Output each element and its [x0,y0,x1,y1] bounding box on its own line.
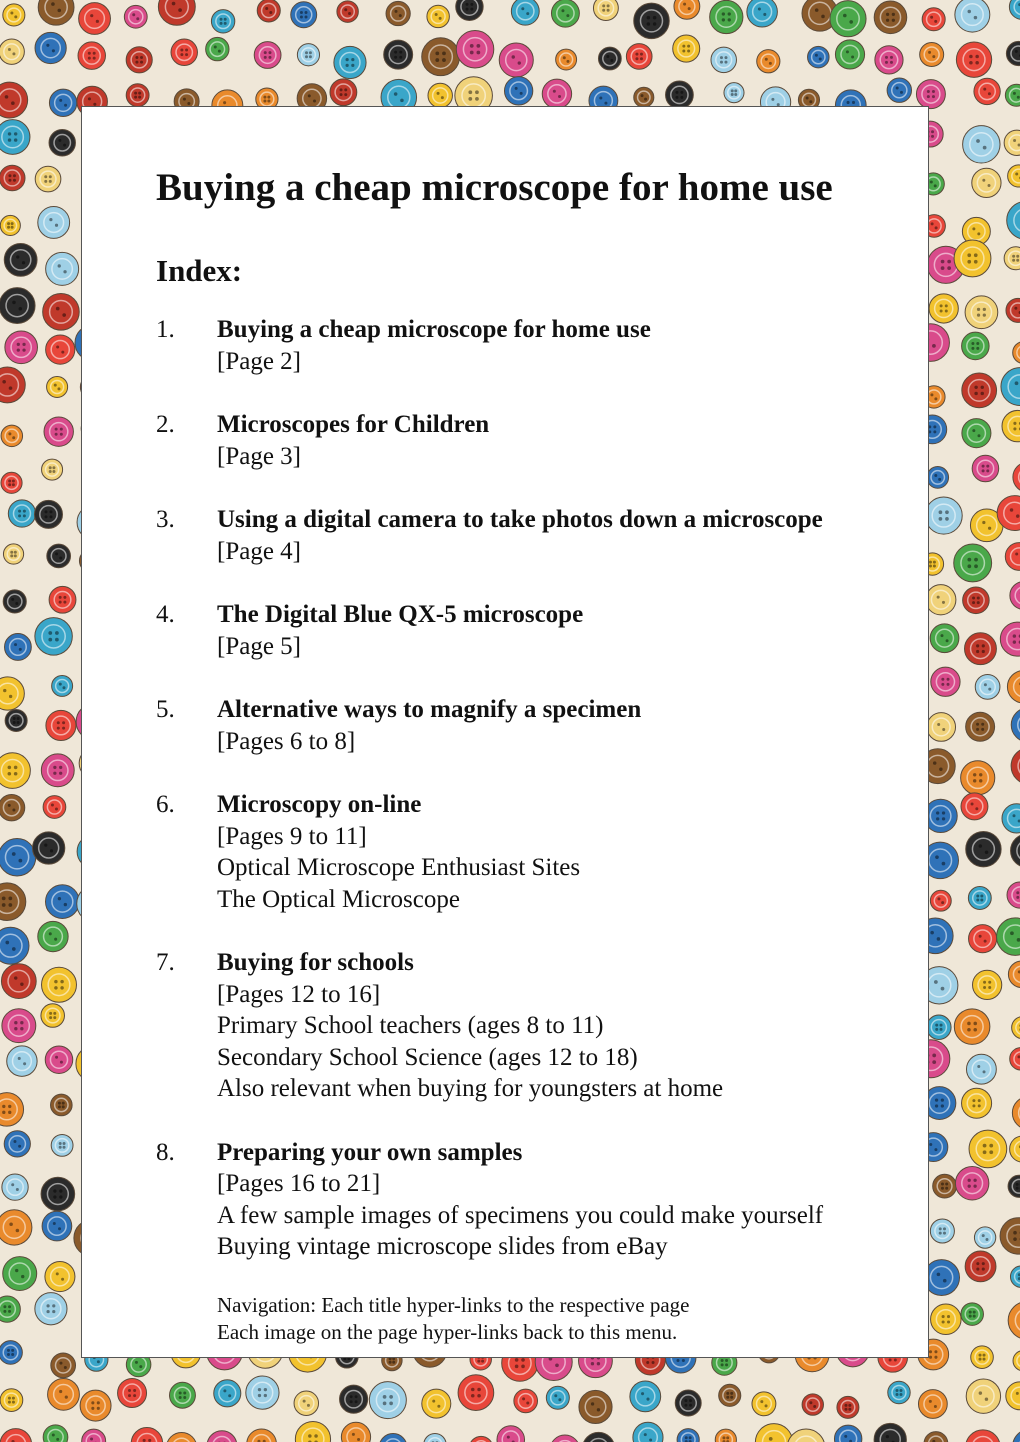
decorative-button-icon [962,332,990,360]
decorative-button-icon [634,87,654,107]
decorative-button-icon [724,83,744,103]
decorative-button-icon [1,472,22,493]
decorative-button-icon [41,1004,65,1028]
decorative-button-icon [5,331,38,364]
decorative-button-icon [0,82,28,118]
decorative-button-icon [43,1425,68,1442]
decorative-button-icon [206,37,229,60]
decorative-button-icon [1006,41,1020,65]
decorative-button-icon [830,1,866,37]
decorative-button-icon [48,1378,80,1410]
decorative-button-icon [930,624,959,653]
decorative-button-icon [384,40,413,69]
decorative-button-icon [1013,1429,1020,1442]
decorative-button-icon [930,890,951,911]
index-entry-2 [156,409,896,472]
decorative-button-icon [35,1293,67,1325]
entry-number: 3. [156,506,175,533]
decorative-button-icon [924,1432,948,1442]
decorative-button-icon [1005,543,1020,571]
decorative-button-icon [630,1381,661,1412]
decorative-button-icon [1004,130,1020,155]
decorative-button-icon [49,89,76,116]
decorative-button-icon [715,1429,736,1442]
entry-number: 8. [156,1138,175,1166]
entry-title-link[interactable]: Preparing your own samples [217,1138,523,1166]
decorative-button-icon [1008,1302,1020,1340]
decorative-button-icon [369,1382,406,1419]
navigation-note-line: Navigation: Each title hyper-links to the respective page [217,1293,690,1317]
decorative-button-icon [956,42,991,77]
decorative-button-icon [514,1389,538,1413]
decorative-button-icon [1011,748,1020,785]
decorative-button-icon [954,1009,990,1045]
decorative-button-icon [1008,1175,1020,1197]
decorative-button-icon [166,1432,196,1442]
entry-pages: [Pages 16 to 21] [217,1170,381,1197]
decorative-button-icon [927,467,949,489]
decorative-button-icon [7,1046,37,1076]
entry-number: 1. [156,316,175,343]
decorative-button-icon [974,78,1000,104]
decorative-button-icon [755,1424,792,1442]
decorative-button-icon [5,634,32,661]
entry-title-link[interactable]: Buying a cheap microscope for home use [217,316,651,343]
entry-subtopic: Also relevant when buying for youngsters at home [217,1075,724,1102]
document-page [81,106,929,1358]
decorative-button-icon [1004,247,1020,270]
decorative-button-icon [2,1174,28,1200]
decorative-button-icon [3,544,23,564]
decorative-button-icon [1009,0,1020,19]
decorative-button-icon [469,1436,493,1442]
decorative-button-icon [710,0,743,33]
decorative-button-icon [4,243,37,276]
decorative-button-icon [711,47,736,72]
decorative-button-icon [1010,1136,1020,1162]
decorative-button-icon [337,1,358,22]
decorative-button-icon [247,1429,277,1442]
index-heading: Index: [156,253,243,288]
decorative-button-icon [931,1304,962,1335]
decorative-button-icon [0,677,24,710]
decorative-button-icon [38,921,68,951]
decorative-button-icon [546,1386,569,1409]
decorative-button-icon [386,1,410,25]
index-entry-1 [156,314,896,377]
decorative-button-icon [677,1429,699,1442]
decorative-button-icon [1000,1218,1020,1254]
entry-number: 5. [156,696,175,723]
entry-title-link[interactable]: Using a digital camera to take photos down a microscope [217,506,823,533]
index-entry-4 [156,599,896,662]
decorative-button-icon [1007,671,1020,703]
decorative-button-icon [46,710,76,740]
decorative-button-icon [1013,462,1020,492]
decorative-button-icon [666,81,694,109]
decorative-button-icon [963,126,1000,163]
entry-title-link[interactable]: The Digital Blue QX-5 microscope [217,601,584,628]
decorative-button-icon [0,883,26,921]
decorative-button-icon [131,1428,162,1442]
decorative-button-icon [0,120,30,155]
decorative-button-icon [719,1384,741,1406]
decorative-button-icon [246,1376,279,1409]
decorative-button-icon [3,4,25,26]
decorative-button-icon [1010,1266,1020,1288]
decorative-button-icon [0,927,29,964]
decorative-button-icon [757,50,780,73]
decorative-button-icon [888,1381,910,1403]
decorative-button-icon [675,1390,701,1416]
decorative-button-icon [46,335,75,364]
decorative-button-icon [965,1251,996,1282]
decorative-button-icon [3,590,26,613]
decorative-button-icon [962,419,991,448]
decorative-button-icon [291,2,317,28]
decorative-button-icon [0,165,25,191]
decorative-button-icon [787,1429,825,1442]
decorative-button-icon [808,46,830,68]
decorative-button-icon [1013,1351,1020,1371]
decorative-button-icon [835,40,864,69]
decorative-button-icon [422,1389,451,1418]
decorative-button-icon [2,1009,36,1043]
decorative-button-icon [41,754,74,787]
decorative-button-icon [45,1046,73,1074]
decorative-button-icon [954,544,992,582]
decorative-button-icon [927,1015,951,1039]
entry-pages: [Page 5] [217,632,301,660]
decorative-button-icon [211,10,234,33]
entry-pages: [Page 2] [217,347,301,375]
decorative-button-icon [456,0,483,20]
decorative-button-icon [1002,804,1020,833]
decorative-button-icon [834,1425,861,1442]
decorative-button-icon [82,1429,106,1442]
entry-number: 7. [156,949,175,976]
decorative-button-icon [458,1375,494,1411]
decorative-button-icon [33,832,65,864]
decorative-button-icon [954,240,991,277]
decorative-button-icon [0,1389,23,1412]
decorative-button-icon [550,1435,580,1442]
decorative-button-icon [920,42,944,66]
decorative-button-icon [126,47,152,73]
decorative-button-icon [1007,882,1020,908]
decorative-button-icon [969,1130,1007,1168]
decorative-button-icon [334,46,366,78]
entry-number: 6. [156,791,175,818]
decorative-button-icon [0,1296,20,1322]
decorative-button-icon [0,1341,22,1365]
decorative-button-icon [424,1433,446,1442]
decorative-button-icon [0,1093,24,1127]
decorative-button-icon [1012,1017,1020,1039]
decorative-button-icon [42,459,63,480]
index-entry-8 [156,1137,896,1263]
index-entry-5 [156,694,896,757]
decorative-button-icon [51,1094,73,1116]
decorative-button-icon [295,1421,330,1442]
decorative-button-icon [973,970,1002,999]
decorative-button-icon [837,1396,859,1418]
decorative-button-icon [966,831,1001,866]
entry-pages: [Pages 6 to 8] [217,727,356,755]
decorative-button-icon [171,39,197,65]
decorative-button-icon [499,43,533,77]
decorative-button-icon [5,709,27,731]
decorative-button-icon [45,1262,75,1292]
decorative-button-icon [294,1391,318,1415]
decorative-button-icon [42,1211,72,1241]
decorative-button-icon [428,83,452,107]
decorative-button-icon [43,294,80,331]
decorative-button-icon [1005,84,1020,106]
decorative-button-icon [927,713,956,742]
entry-pages: [Pages 9 to 11] [217,822,367,850]
decorative-button-icon [962,373,997,408]
decorative-button-icon [968,887,991,910]
entry-pages: [Page 4] [217,537,301,565]
decorative-button-icon [1011,708,1020,742]
decorative-button-icon [170,1382,196,1408]
decorative-button-icon [966,1054,996,1084]
decorative-button-icon [1006,298,1020,322]
decorative-button-icon [51,1134,73,1156]
decorative-button-icon [214,1380,241,1407]
decorative-button-icon [78,42,105,69]
decorative-button-icon [1006,1382,1020,1410]
decorative-button-icon [955,1166,988,1199]
decorative-button-icon [497,1426,525,1442]
decorative-button-icon [44,417,73,446]
decorative-button-icon [874,1,907,34]
decorative-button-icon [961,793,988,820]
decorative-button-icon [1,964,36,999]
decorative-button-icon [49,130,75,156]
decorative-button-icon [35,32,66,63]
decorative-button-icon [0,367,25,403]
decorative-button-icon [35,618,72,655]
decorative-button-icon [924,1260,960,1296]
decorative-button-icon [556,49,577,70]
decorative-button-icon [969,925,997,953]
decorative-button-icon [341,1422,370,1442]
entry-title-link[interactable]: Microscopy on-line [217,791,422,818]
decorative-button-icon [330,79,357,106]
decorative-button-icon [975,675,1000,700]
decorative-button-icon [3,1257,37,1291]
decorative-button-icon [579,1390,612,1423]
decorative-button-icon [504,77,532,105]
decorative-button-icon [1010,1048,1020,1071]
decorative-button-icon [971,1346,994,1369]
index-entry-7 [156,947,896,1105]
decorative-button-icon [887,78,911,102]
decorative-button-icon [961,761,995,795]
decorative-button-icon [42,967,77,1002]
decorative-button-icon [875,46,903,74]
decorative-button-icon [933,1174,957,1198]
decorative-button-icon [257,0,280,22]
entry-pages: [Page 3] [217,442,301,470]
decorative-button-icon [0,753,30,789]
decorative-button-icon [922,8,945,31]
decorative-button-icon [582,1432,614,1442]
index-entry-3 [156,504,896,567]
decorative-button-icon [542,79,571,108]
decorative-button-icon [1012,1096,1020,1129]
decorative-button-icon [47,376,68,397]
decorative-button-icon [674,0,700,19]
decorative-button-icon [124,5,147,28]
decorative-button-icon [4,1131,30,1157]
decorative-button-icon [930,1219,954,1243]
decorative-button-icon [1010,582,1020,610]
decorative-button-icon [673,35,700,62]
decorative-button-icon [41,1177,75,1211]
decorative-button-icon [1013,342,1020,364]
decorative-button-icon [916,80,945,109]
decorative-button-icon [966,712,995,741]
decorative-button-icon [51,1353,76,1378]
decorative-button-icon [926,585,956,615]
index-list [156,314,896,1295]
decorative-button-icon [972,168,1001,197]
decorative-button-icon [961,1303,984,1326]
decorative-button-icon [634,3,669,38]
navigation-note [217,1292,690,1346]
decorative-button-icon [43,796,66,819]
decorative-button-icon [955,0,990,32]
decorative-button-icon [963,587,990,614]
decorative-button-icon [118,1379,147,1408]
decorative-button-icon [962,1088,992,1118]
decorative-button-icon [551,0,579,27]
decorative-button-icon [422,38,460,76]
decorative-button-icon [0,288,35,324]
decorative-button-icon [379,1434,407,1442]
decorative-button-icon [747,0,778,27]
decorative-button-icon [925,497,962,534]
decorative-button-icon [929,294,958,323]
decorative-button-icon [38,207,70,239]
page-title: Buying a cheap microscope for home use [156,166,833,209]
decorative-button-icon [1000,622,1020,656]
decorative-button-icon [47,544,71,568]
decorative-button-icon [974,1227,995,1248]
entry-subtopic: Buying vintage microscope slides from eBay [217,1233,668,1260]
decorative-button-icon [126,84,149,107]
entry-title-link[interactable]: Microscopes for Children [217,411,490,438]
decorative-button-icon [931,667,960,696]
decorative-button-icon [626,44,652,70]
decorative-button-icon [35,166,61,192]
decorative-button-icon [207,1431,237,1442]
decorative-button-icon [0,1210,32,1245]
decorative-button-icon [8,500,35,527]
decorative-button-icon [593,0,618,21]
decorative-button-icon [1007,201,1020,239]
decorative-button-icon [38,0,74,25]
decorative-button-icon [254,42,281,69]
decorative-button-icon [49,586,76,613]
decorative-button-icon [0,1429,32,1442]
decorative-button-icon [972,455,999,482]
decorative-button-icon [965,296,998,329]
decorative-button-icon [918,1390,947,1419]
decorative-button-icon [598,47,621,70]
decorative-button-icon [52,675,73,696]
entry-subtopic: Secondary School Science (ages 12 to 18) [217,1043,638,1071]
decorative-button-icon [1002,410,1020,441]
decorative-button-icon [752,1392,776,1416]
decorative-button-icon [456,30,494,68]
entry-pages: [Pages 12 to 16] [217,980,381,1008]
decorative-button-icon [46,885,80,919]
decorative-button-icon [0,39,24,64]
entry-subtopic: Optical Microscope Enthusiast Sites [217,854,581,881]
decorative-button-icon [34,500,62,528]
decorative-button-icon [1008,165,1020,187]
entry-number: 2. [156,411,175,438]
decorative-button-icon [340,1385,368,1413]
decorative-button-icon [874,1423,906,1442]
decorative-button-icon [965,633,997,665]
entry-title-link[interactable]: Alternative ways to magnify a specimen [217,696,642,723]
decorative-button-icon [1,425,23,447]
decorative-button-icon [0,839,36,876]
decorative-button-icon [511,0,539,25]
decorative-button-icon [966,1379,1000,1413]
decorative-button-icon [1008,961,1020,988]
decorative-button-icon [158,0,195,25]
decorative-button-icon [1001,368,1020,406]
decorative-button-icon [0,794,25,820]
entry-title-link[interactable]: Buying for schools [217,949,414,976]
decorative-button-icon [46,252,79,285]
decorative-button-icon [79,3,111,35]
decorative-button-icon [997,918,1020,955]
decorative-button-icon [1011,834,1020,867]
entry-subtopic: The Optical Microscope [217,885,460,913]
entry-subtopic: A few sample images of specimens you could make yourself [217,1201,824,1229]
decorative-button-icon [633,1422,663,1442]
decorative-button-icon [80,1390,111,1421]
navigation-note-line: Each image on the page hyper-links back to this menu. [217,1320,678,1344]
decorative-button-icon [966,1430,1001,1442]
decorative-button-icon [427,5,449,27]
entry-number: 4. [156,601,175,628]
entry-subtopic: Primary School teachers (ages 8 to 11) [217,1012,604,1039]
decorative-button-icon [0,215,20,235]
decorative-button-icon [802,1394,823,1415]
index-entry-6 [156,789,896,915]
decorative-button-icon [297,44,319,66]
